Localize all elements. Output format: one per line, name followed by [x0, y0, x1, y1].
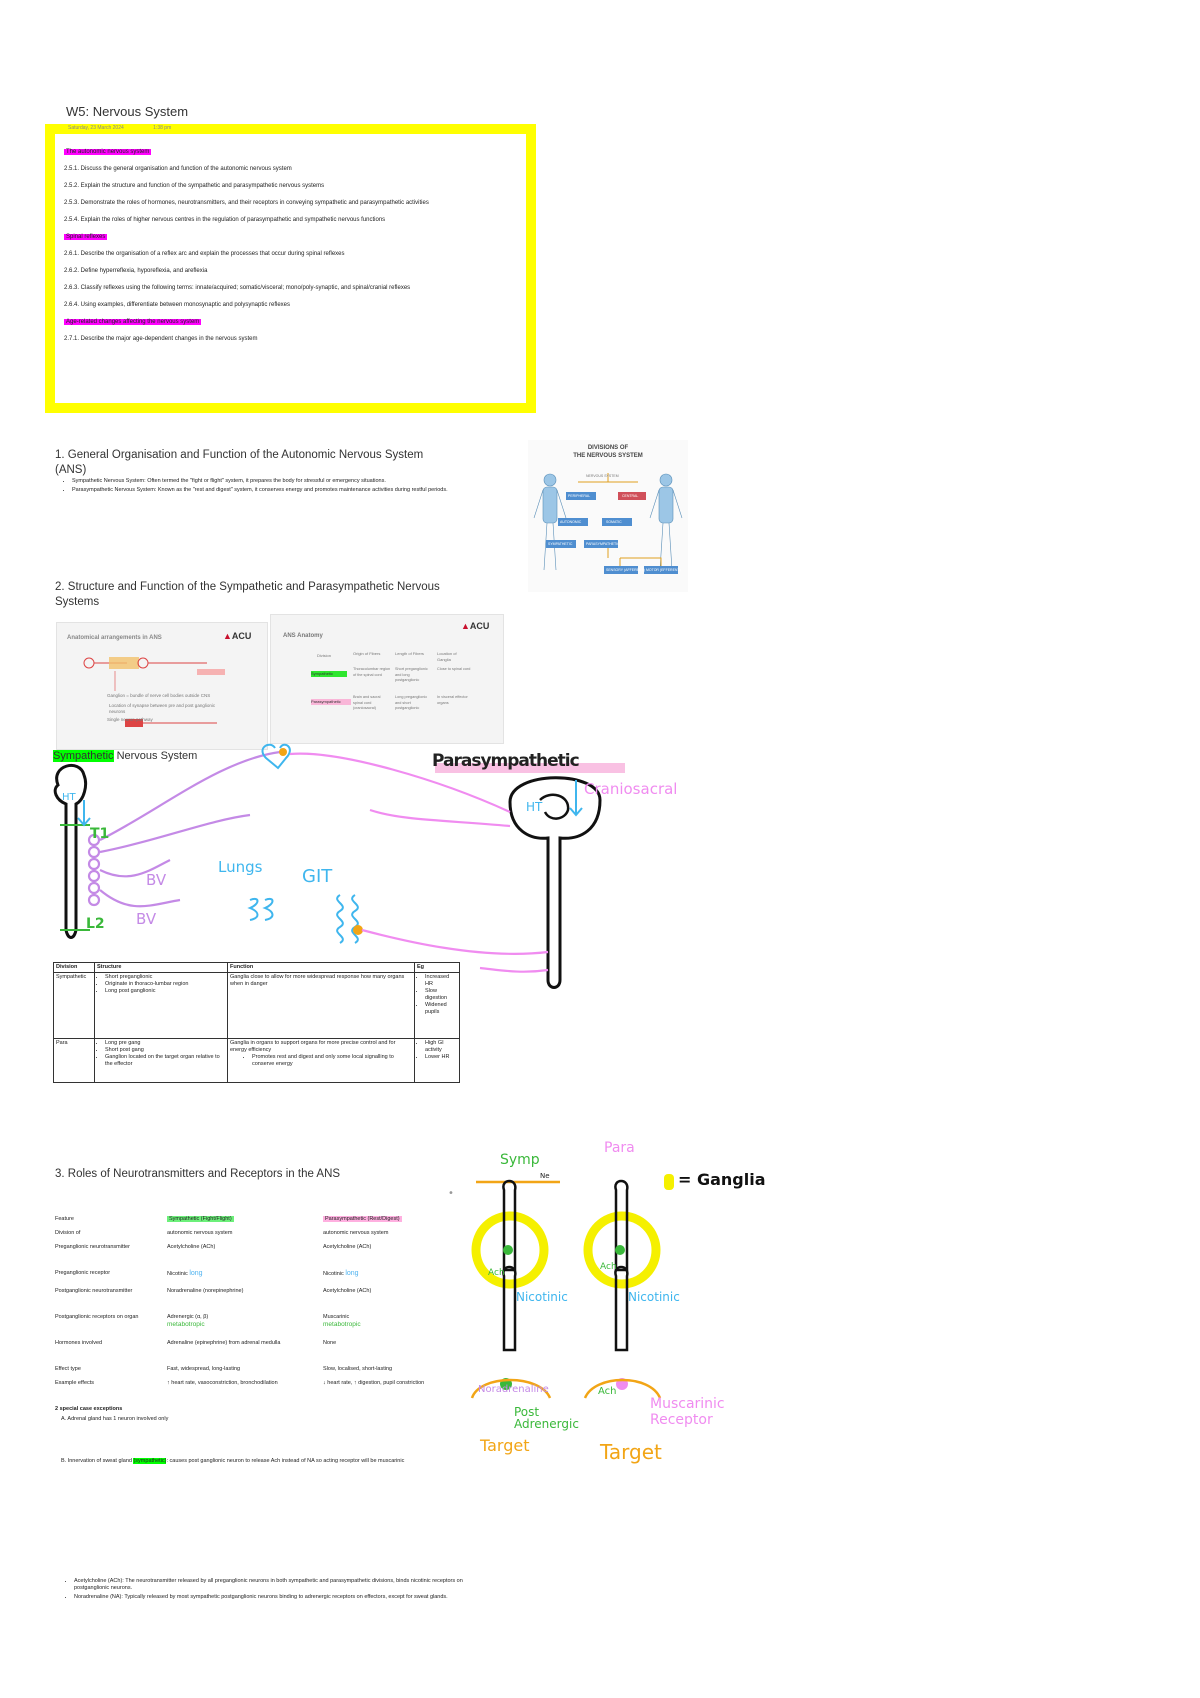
hw-note: long [345, 1270, 359, 1277]
node-autonomic: AUTONOMIC [560, 520, 582, 524]
hw-muscarinic-receptor: Muscarinic Receptor [650, 1396, 725, 1428]
section3-bullet: • Noradrenaline (NA): Typically released by most sympathetic postganglionic neurons binding to adrenergic receptors on effectors, except for sweat glands. [74, 1594, 470, 1601]
page-date: Saturday, 23 March 2024 [68, 125, 124, 131]
sympathetic-highlight: Sympathetic [53, 750, 114, 762]
hw-ganglia-legend: = Ganglia [678, 1170, 766, 1189]
hw-craniosacral: Craniosacral [584, 780, 678, 798]
slide1-note2: Location of synapse between pre and post ganglionic neurons [109, 703, 216, 714]
hw-nicotinic: Nicotinic [516, 1290, 568, 1304]
node-peripheral: PERIPHERAL [568, 494, 591, 498]
page-timestamp [68, 125, 199, 131]
hw-bv1: BV [146, 871, 167, 889]
hw-target: Target [600, 1440, 662, 1464]
outcomes-heading-ans: The autonomic nervous system [66, 149, 150, 155]
slide1-title: Anatomical arrangements in ANS [67, 635, 162, 641]
hw-ht-left: HT [62, 792, 76, 803]
slide2-header: Division [317, 653, 332, 658]
node-sympathetic: SYMPATHETIC [548, 542, 573, 546]
hw-git: GIT [302, 866, 333, 887]
table-cell: Sympathetic [54, 973, 95, 1039]
outcome-item: 2.6.4. Using examples, differentiate between monosynaptic and polysynaptic reflexes [64, 302, 291, 308]
hw-note: metabotropic [323, 1321, 361, 1328]
divisions-title-1: DIVISIONS OF [587, 445, 629, 451]
hw-t1: T1 [90, 826, 110, 842]
table-header: Division [54, 963, 95, 973]
section1-bullet: • Sympathetic Nervous System: Often termed the "fight or flight" system, it prepares the body for stressful or emergency situations. [72, 478, 468, 485]
section1-bullets [58, 478, 468, 496]
hw-ach: Ach [600, 1262, 617, 1272]
hw-para: Para [604, 1140, 635, 1156]
node-nervous-system: NERVOUS SYSTEM [586, 474, 619, 478]
outcomes-heading-age: Age-related changes affecting the nervous system [66, 319, 200, 325]
slide1-note1: Ganglion = bundle of nerve cell bodies outside CNS [107, 693, 211, 698]
slide2-cell: Long preganglionic and short postganglionic [395, 695, 428, 710]
outcome-item: 2.7.1. Describe the major age-dependent changes in the nervous system [64, 336, 258, 342]
hw-ach: Ach [488, 1268, 505, 1278]
hw-lungs: Lungs [218, 858, 263, 876]
outcome-item: 2.6.2. Define hyperreflexia, hyporeflexia, and areflexia [64, 268, 208, 274]
divisions-image [528, 440, 688, 592]
slide2-cell: In visceral effector organs [437, 695, 468, 705]
section3-bullet: • Acetylcholine (ACh): The neurotransmitter released by all preganglionic neurons in both sympathetic and parasympathetic divisions, binds nicotinic receptors on postganglionic neurons. [74, 1578, 470, 1592]
page-title: W5: Nervous System [66, 104, 189, 119]
node-motor: MOTOR (EFFERENT) [646, 568, 681, 572]
table-header: Eg [415, 963, 460, 973]
node-somatic: SOMATIC [606, 520, 622, 524]
outcome-item: 2.5.1. Discuss the general organisation and function of the autonomic nervous system [64, 166, 292, 172]
slide2-cell-para: Parasympathetic [311, 699, 351, 705]
section3-heading: 3. Roles of Neurotransmitters and Receptors in the ANS [55, 1168, 341, 1180]
table-cell: Para [54, 1039, 95, 1083]
hw-ne: Ne [540, 1172, 550, 1180]
table-header: Function [228, 963, 415, 973]
section2-heading: 2. Structure and Function of the Sympathetic and Parasympathetic Nervous Systems [55, 581, 440, 608]
outcome-item: 2.5.3. Demonstrate the roles of hormones, neurotransmitters, and their receptors in conveying sympathetic and parasympathetic activities [64, 200, 429, 206]
section3-bullets [60, 1578, 470, 1603]
ans-arrangement-slide [56, 622, 268, 750]
outcome-item: 2.5.2. Explain the structure and function of the sympathetic and parasympathetic nervous systems [64, 183, 325, 189]
slide2-header: Length of Fibers [395, 651, 424, 656]
sympathetic-heading: Sympathetic Nervous System [53, 750, 198, 762]
page-time: 1:38 pm [153, 125, 172, 131]
table-cell: Ganglia in organs to support organs for more precise control and for energy efficiency • Promotes rest and digest and only some local signalling to conserve energy [228, 1039, 415, 1083]
division-table [53, 962, 460, 1083]
node-parasympathetic: PARASYMPATHETIC [586, 542, 620, 546]
slide2-cell: Short preganglionic and long postganglionic [395, 667, 428, 682]
learning-outcomes [64, 148, 504, 352]
table-header: Structure [95, 963, 228, 973]
slide2-cell: Close to spinal cord [437, 667, 471, 671]
outcomes-heading-reflex: Spinal reflexes [66, 234, 106, 240]
table-row [54, 973, 460, 1039]
hw-nicotinic: Nicotinic [628, 1290, 680, 1304]
slide2-cell: Brain and sacral spinal cord (craniosacral) [353, 695, 381, 710]
slide2-logo: ▲ACU [461, 621, 490, 631]
slide2-header: Location of Ganglia [437, 651, 457, 662]
hw-post-adrenergic: Post Adrenergic [514, 1405, 579, 1431]
slide2-cell-symp: Sympathetic [311, 671, 347, 677]
node-sensory: SENSORY (AFFERENT) [606, 568, 645, 572]
table-cell: • Long pre gang • Short post gang • Ganglion located on the target organ relative to the effector [95, 1039, 228, 1083]
hw-ach: Ach [598, 1386, 617, 1397]
slide2-header: Origin of Fibers [353, 651, 381, 656]
hw-bv2: BV [136, 910, 157, 928]
slide2-title: ANS Anatomy [283, 633, 323, 639]
hw-note: long [189, 1270, 203, 1277]
slide1-logo: ▲ACU [223, 631, 252, 641]
outcome-item: 2.6.3. Classify reflexes using the following terms: innate/acquired; somatic/visceral; mono/poly-synaptic, and spinal/cranial reflexes [64, 285, 411, 291]
exception-a: A. Adrenal gland has 1 neuron involved only [61, 1416, 169, 1422]
divisions-title-2: THE NERVOUS SYSTEM [573, 453, 643, 459]
hw-note: metabotropic [167, 1321, 205, 1328]
division-table-wrapper [53, 962, 460, 1083]
ans-anatomy-slide [270, 614, 504, 744]
hw-ht-right: HT [526, 800, 543, 814]
neurotransmitter-table: Feature Sympathetic (Fight/Flight) Parasympathetic (Rest/Digest) Division of autonomic nervous system autonomic nervous system Preganglionic neurotransmitter Acetylcholine (ACh) Acetylcholine (ACh) Preganglionic receptor Nicotinic long Nicotinic long Postganglionic neurotransmitter Noradrenaline (norepinephrine) Acetylcholine (ACh) Postganglionic receptors on organ Adrenergic (α, β) metabotropic Muscarinic metabotropic Hormones involved Adrenaline (epinephrine) from adrenal medulla None Effect type Fast, widespread, long-lasting Slow, localised, short-lasting Example effects ↑ heart rate, vasoconstriction, bronchodilation ↓ heart rate, ↑ digestion, pupil constriction 2 special case exceptions A. Adrenal gland has 1 neuron involved only [55, 1216, 475, 1426]
slide1-note3: Single neuron pathway [107, 717, 153, 722]
hw-symp: Symp [500, 1152, 540, 1168]
slide2-cell: Thoracolumbar region of the spinal cord [353, 667, 391, 677]
table-row [54, 1039, 460, 1083]
table-cell: • Short preganglionic • Originate in thoraco-lumbar region • Long post ganglionic [95, 973, 228, 1039]
table-cell: • Increased HR • Slow digestion • Widened pupils [415, 973, 460, 1039]
hw-noradrenaline: Noradrenaline [478, 1384, 549, 1395]
exceptions-title: 2 special case exceptions [55, 1406, 123, 1412]
ans-hand-drawing [40, 740, 720, 990]
hw-bullet-mark: • [448, 1188, 454, 1199]
table-cell: Ganglia close to allow for more widespread response how many organs when in danger [228, 973, 415, 1039]
outcome-item: 2.5.4. Explain the roles of higher nervous centres in the regulation of parasympathetic and sympathetic nervous functions [64, 217, 386, 223]
section1-heading: 1. General Organisation and Function of the Autonomic Nervous System (ANS) [55, 449, 424, 476]
hw-target: Target [480, 1436, 530, 1455]
hw-l2: L2 [86, 916, 105, 932]
node-central: CENTRAL [622, 494, 639, 498]
table-cell: • High GI activity • Lower HR [415, 1039, 460, 1083]
exception-b: B. Innervation of sweat gland (sympathetic): causes post ganglionic neuron to release Ach instead of NA so acting receptor will be muscarinic [61, 1458, 405, 1464]
hw-parasympathetic: Parasympathetic [432, 751, 579, 771]
outcome-item: 2.6.1. Describe the organisation of a reflex arc and explain the processes that occur during spinal reflexes [64, 251, 345, 257]
section1-bullet: • Parasympathetic Nervous System: Known as the "rest and digest" system, it conserves energy and promotes maintenance activities during restful periods. [72, 487, 468, 494]
